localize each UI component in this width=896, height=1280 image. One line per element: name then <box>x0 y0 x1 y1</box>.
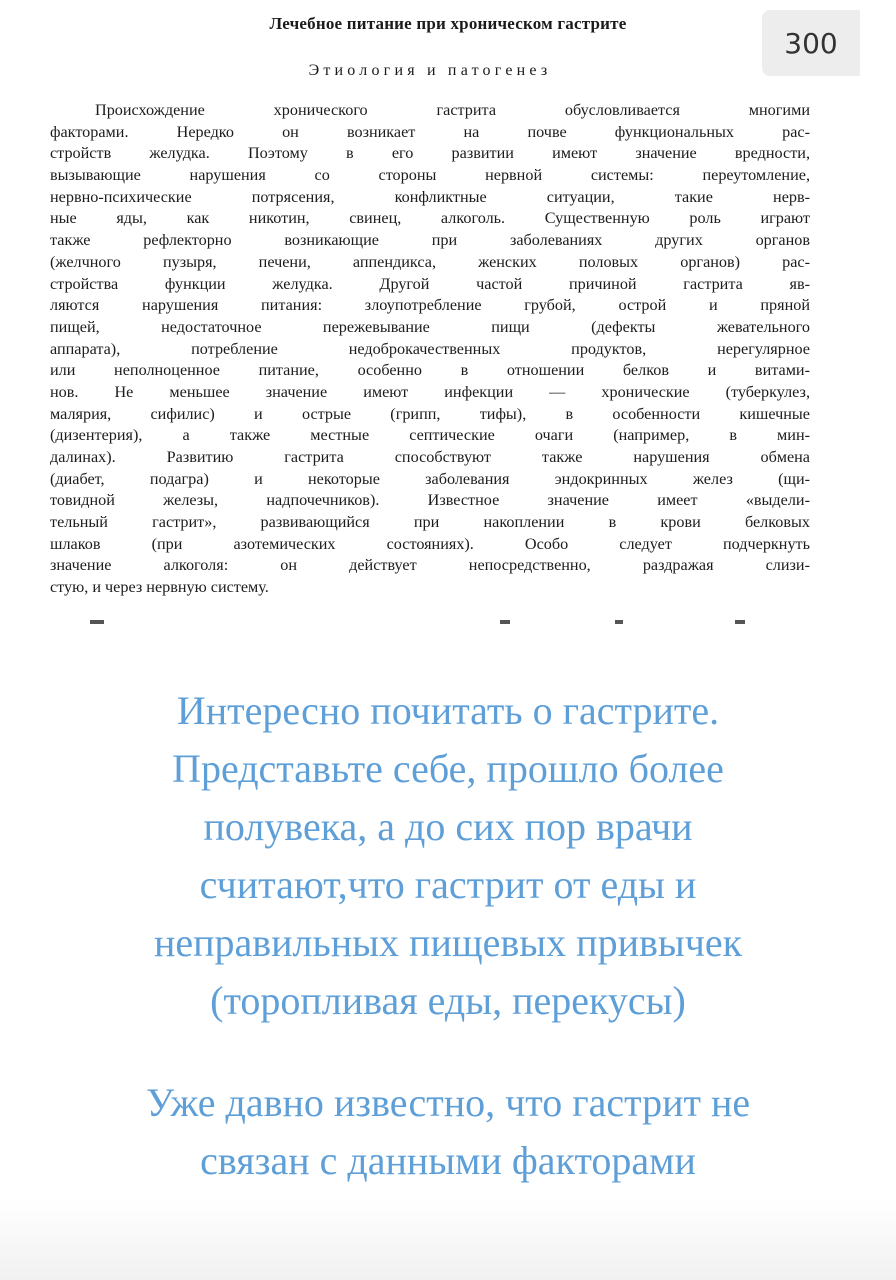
caption-line: связан с данными факторами <box>200 1138 696 1183</box>
paragraph-line: также рефлекторно возникающие при заболеваниях других органов <box>50 231 810 250</box>
paragraph-line: стройств желудка. Поэтому в его развитии имеют значение вредности, <box>50 144 810 163</box>
caption-line: (торопливая еды, перекусы) <box>210 978 686 1023</box>
caption-line: считают,что гастрит от еды и <box>199 862 697 907</box>
caption-line: полувека, а до сих пор врачи <box>203 804 693 849</box>
paragraph-line: малярия, сифилис) и острые (грипп, тифы), в особенности кишечные <box>50 404 810 423</box>
paragraph-line: Происхождение хронического гастрита обусловливается многими <box>95 101 810 119</box>
story-caption-second <box>0 1074 896 1190</box>
paragraph-line: тельный гастрит», развивающийся при накоплении в крови белковых <box>50 513 810 532</box>
caption-line: Представьте себе, прошло более <box>172 746 724 791</box>
caption-line: Интересно почитать о гастрите. <box>176 688 720 733</box>
story-caption-first <box>0 682 896 1030</box>
paragraph-line: значение алкоголя: он действует непосредственно, раздражая слизи- <box>50 556 810 575</box>
paragraph-line: нервно-психические потрясения, конфликтные ситуации, такие нерв- <box>50 187 810 206</box>
paragraph-line: факторами. Нередко он возникает на почве функциональных рас- <box>50 122 810 141</box>
paragraph-line: аппарата), потребление недоброкачественных продуктов, нерегулярное <box>50 339 810 358</box>
paragraph-line: (желчного пузыря, печени, аппендикса, женских половых органов) рас- <box>50 252 810 271</box>
paragraph-line: ные яды, как никотин, свинец, алкоголь. Существенную роль играют <box>50 209 810 228</box>
paragraph-line: стую, и через нервную систему. <box>50 578 269 597</box>
paragraph-line: или неполноценное питание, особенно в отношении белков и витами- <box>50 361 810 380</box>
bottom-fade <box>0 1200 896 1280</box>
paragraph-line: (диабет, подагра) и некоторые заболевания эндокринных желез (щи- <box>50 469 810 488</box>
section-heading: Этиология и патогенез <box>308 62 552 79</box>
paragraph-line: нов. Не меньшее значение имеют инфекции — хронические (туберкулез, <box>50 382 810 401</box>
running-head: Лечебное питание при хроническом гастрите <box>269 14 627 33</box>
body-paragraph <box>50 100 810 599</box>
paragraph-line: шлаков (при азотемических состояниях). Особо следует подчеркнуть <box>50 534 810 553</box>
paragraph-line: товидной железы, надпочечников). Известное значение имеет «выдели- <box>50 491 810 510</box>
paragraph-line: пищей, недостаточное пережевывание пищи (дефекты жевательного <box>50 317 810 336</box>
caption-line: неправильных пищевых привычек <box>153 920 743 965</box>
caption-line: Уже давно известно, что гастрит не <box>145 1080 751 1125</box>
paragraph-line: вызывающие нарушения со стороны нервной системы: переутомление, <box>50 166 810 185</box>
page-number-badge: 300 <box>762 10 860 76</box>
cropped-next-line <box>80 620 780 626</box>
paragraph-line: (дизентерия), а также местные септические очаги (например, в мин- <box>50 426 810 445</box>
paragraph-line: стройства функции желудка. Другой частой причиной гастрита яв- <box>50 274 810 293</box>
paragraph-line: далинах). Развитию гастрита способствуют также нарушения обмена <box>50 448 810 466</box>
paragraph-line: ляются нарушения питания: злоупотребление грубой, острой и пряной <box>50 296 810 315</box>
